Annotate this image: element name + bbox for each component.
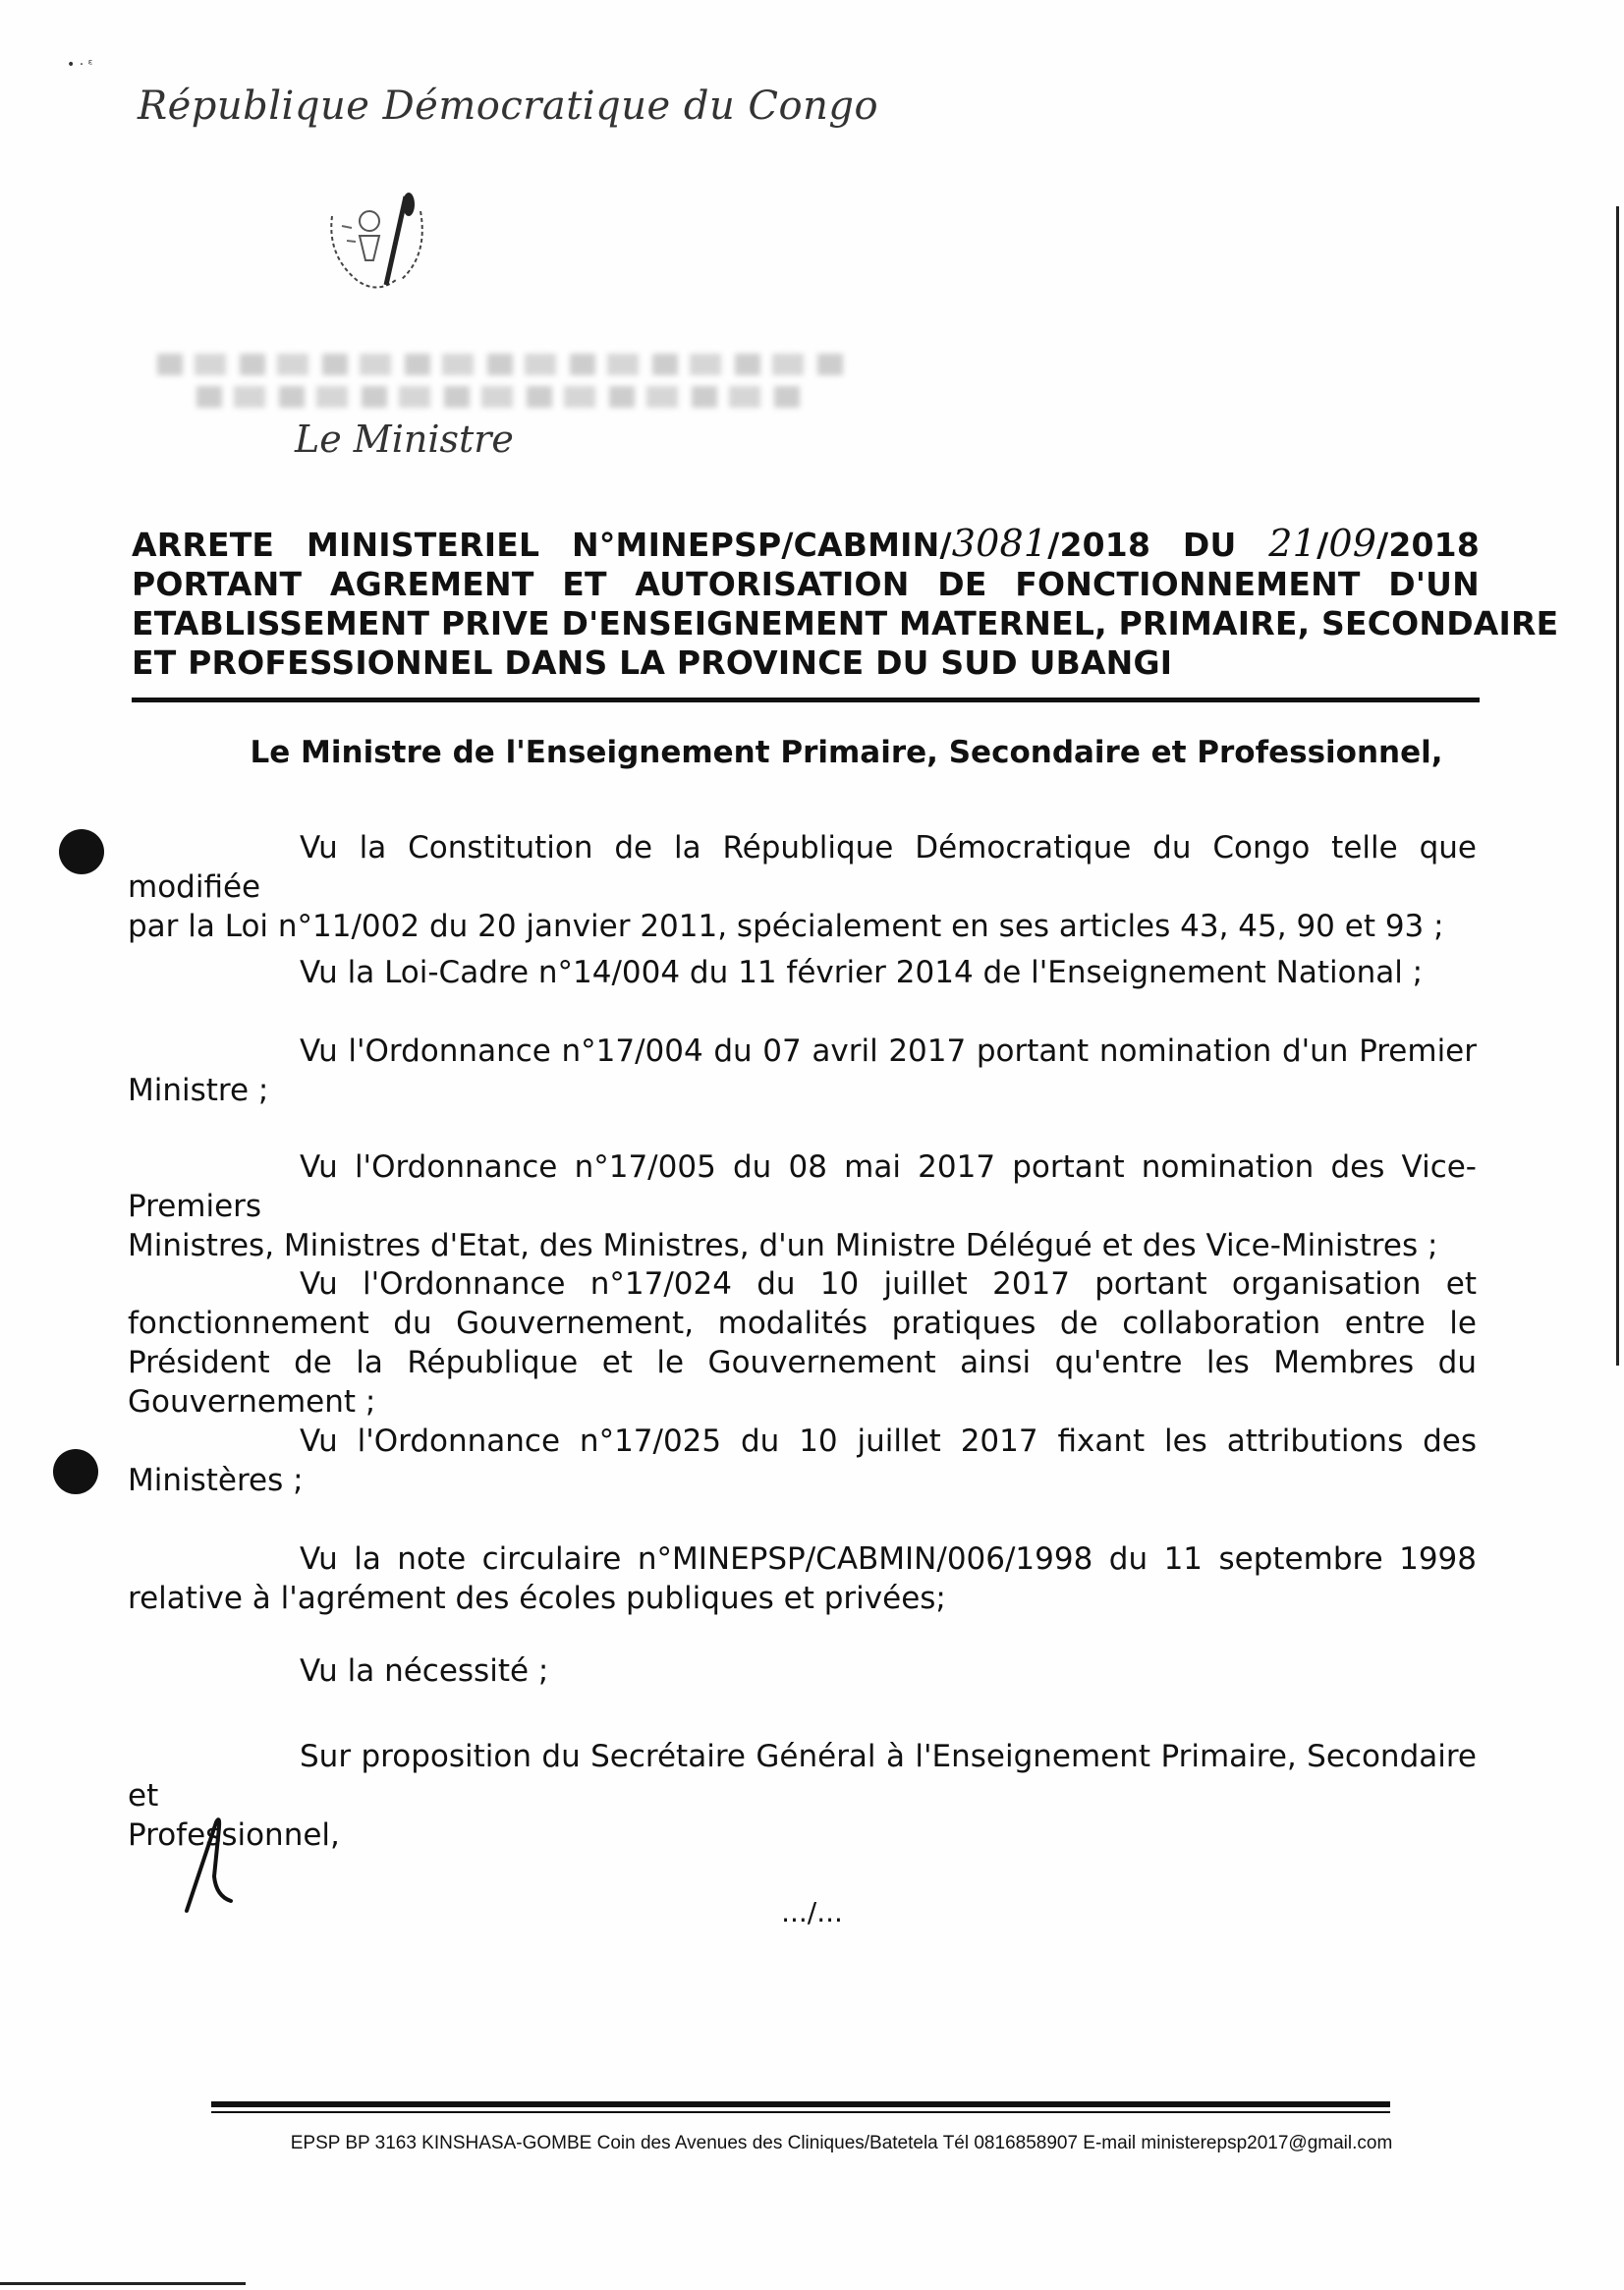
paragraph-necessite: Vu la nécessité ; [300, 1653, 549, 1689]
title-line-4: ET PROFESSIONNEL DANS LA PROVINCE DU SUD UBANGI [132, 643, 1173, 682]
title-line-2: PORTANT AGREMENT ET AUTORISATION DE FONCTIONNEMENT D'UN [132, 565, 1480, 603]
paragraph-note-circulaire: Vu la note circulaire n°MINEPSP/CABMIN/006/1998 du 11 septembre 1998 relative à l'agrément des écoles publiques et privées; [128, 1541, 1477, 1616]
footer-address: EPSP BP 3163 KINSHASA-GOMBE Coin des Avenues des Cliniques/Batetela Tél 0816858907 E-mail ministerepsp2017@gmail.com [290, 2133, 1393, 2153]
decree-day-handwritten: 21 [1268, 522, 1317, 565]
paragraph-loi-cadre: Vu la Loi-Cadre n°14/004 du 11 février 2014 de l'Enseignement National ; [300, 955, 1424, 990]
blurred-ministry-line-1 [157, 354, 855, 375]
blurred-ministry-line-2 [196, 386, 806, 408]
page-continuation: .../... [781, 1896, 843, 1928]
republic-header: République Démocratique du Congo [138, 84, 879, 129]
paragraph-proposition: Sur proposition du Secrétaire Général à l'Enseignement Primaire, Secondaire et Professionnel, [128, 1739, 1477, 1853]
minister-subtitle: Le Ministre de l'Enseignement Primaire, Secondaire et Professionnel, [250, 735, 1443, 770]
decree-number-handwritten: 3081 [951, 522, 1048, 565]
scan-marks: • · ᵋ [67, 57, 93, 73]
paragraph-attributions: Vu l'Ordonnance n°17/025 du 10 juillet 2017 fixant les attributions des Ministères ; [128, 1424, 1477, 1498]
margin-bullet-2 [53, 1449, 98, 1494]
footer-rule-thin [211, 2111, 1390, 2113]
paragraph-organisation-gouvernement: Vu l'Ordonnance n°17/024 du 10 juillet 2017 portant organisation et fonctionnement du Gouvernement, modalités pratiques de collaboration entre le Président de la République et le Gouvernement ainsi qu'entre les Membres du Gouvernement ; [128, 1266, 1477, 1420]
title-line-1: ARRETE MINISTERIEL N°MINEPSP/CABMIN/3081/2018 DU 21/09/2018 [132, 522, 1480, 565]
title-underline [132, 698, 1480, 702]
scan-edge-mark [1616, 206, 1619, 1366]
minister-heading: Le Ministre [295, 418, 514, 461]
paragraph-vice-premiers: Vu l'Ordonnance n°17/005 du 08 mai 2017 portant nomination des Vice-Premiers Ministres, Ministres d'Etat, des Ministres, d'un Ministre Délégué et des Vice-Ministres ; [128, 1149, 1477, 1263]
decree-title [132, 522, 1559, 683]
scan-bottom-mark [0, 2282, 246, 2285]
title-line-3: ETABLISSEMENT PRIVE D'ENSEIGNEMENT MATERNEL, PRIMAIRE, SECONDAIRE [132, 604, 1559, 642]
margin-bullet-1 [59, 829, 104, 874]
footer-rule-thick [211, 2101, 1390, 2107]
paragraph-constitution: Vu la Constitution de la République Démocratique du Congo telle que modifiée par la Loi n°11/002 du 20 janvier 2011, spécialement en ses articles 43, 45, 90 et 93 ; [128, 830, 1477, 944]
paragraph-premier-ministre: Vu l'Ordonnance n°17/004 du 07 avril 2017 portant nomination d'un Premier Ministre ; [128, 1033, 1477, 1108]
decree-month-handwritten: 09 [1328, 522, 1377, 565]
coat-of-arms-emblem [312, 187, 440, 305]
